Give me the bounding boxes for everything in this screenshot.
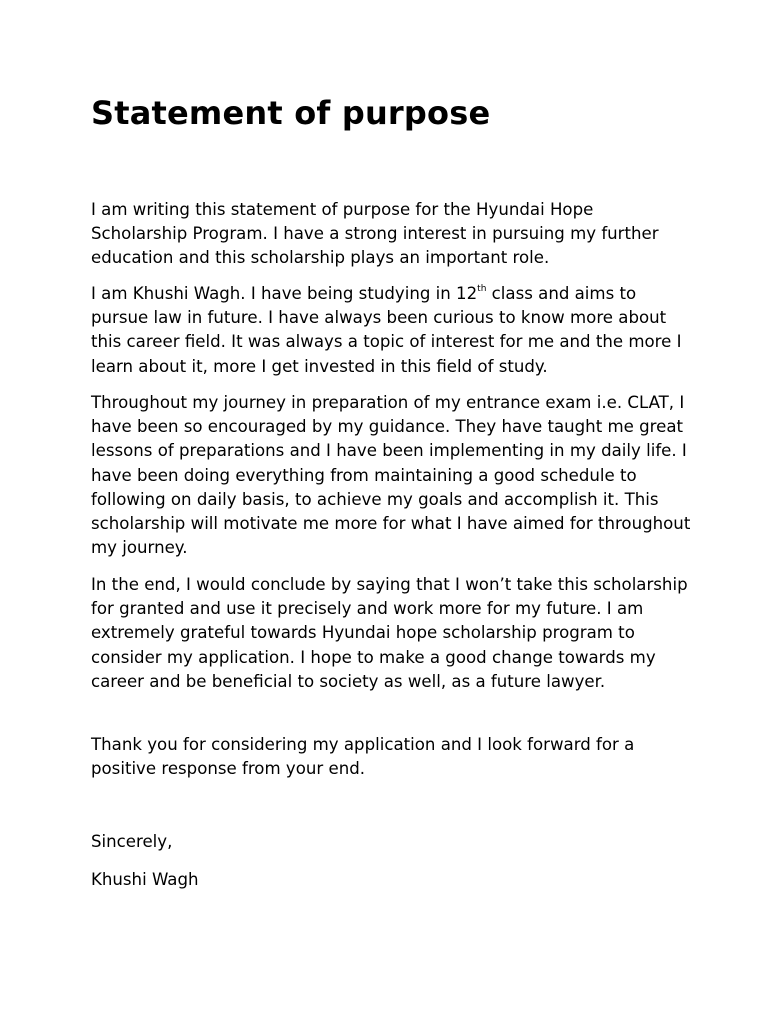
paragraph-background-end: class and aims to pursue law in future. I have always been curious to know more about this career field. It was always a topic of interest for me and the more I learn about it, more I get invested in this field of study.: [91, 284, 682, 376]
closing-salutation: Sincerely,: [91, 832, 173, 851]
signature-name: Khushi Wagh: [91, 870, 199, 889]
paragraph-thanks: Thank you for considering my application and I look forward for a positive response from your end.: [91, 735, 635, 779]
paragraph-background: [91, 282, 691, 379]
paragraph-preparation: Throughout my journey in preparation of my entrance exam i.e. CLAT, I have been so encouraged by my guidance. They have taught me great lessons of preparations and I have been implementing in my daily life. I have been doing everything from maintaining a good schedule to following on daily basis, to achieve my goals and accomplish it. This scholarship will motivate me more for what I have aimed for throughout my journey.: [91, 393, 691, 558]
paragraph-intro: I am writing this statement of purpose for the Hyundai Hope Scholarship Program. I have a strong interest in pursuing my further education and this scholarship plays an important role.: [91, 200, 659, 268]
paragraph-background-start: I am Khushi Wagh. I have being studying in 12: [91, 284, 478, 303]
document-title: Statement of purpose: [91, 94, 491, 132]
paragraph-conclusion: In the end, I would conclude by saying that I won’t take this scholarship for granted and use it precisely and work more for my future. I am extremely grateful towards Hyundai hope scholarship program to consider my application. I hope to make a good change towards my career and be beneficial to society as well, as a future lawyer.: [91, 575, 688, 691]
ordinal-suffix: th: [477, 284, 487, 295]
